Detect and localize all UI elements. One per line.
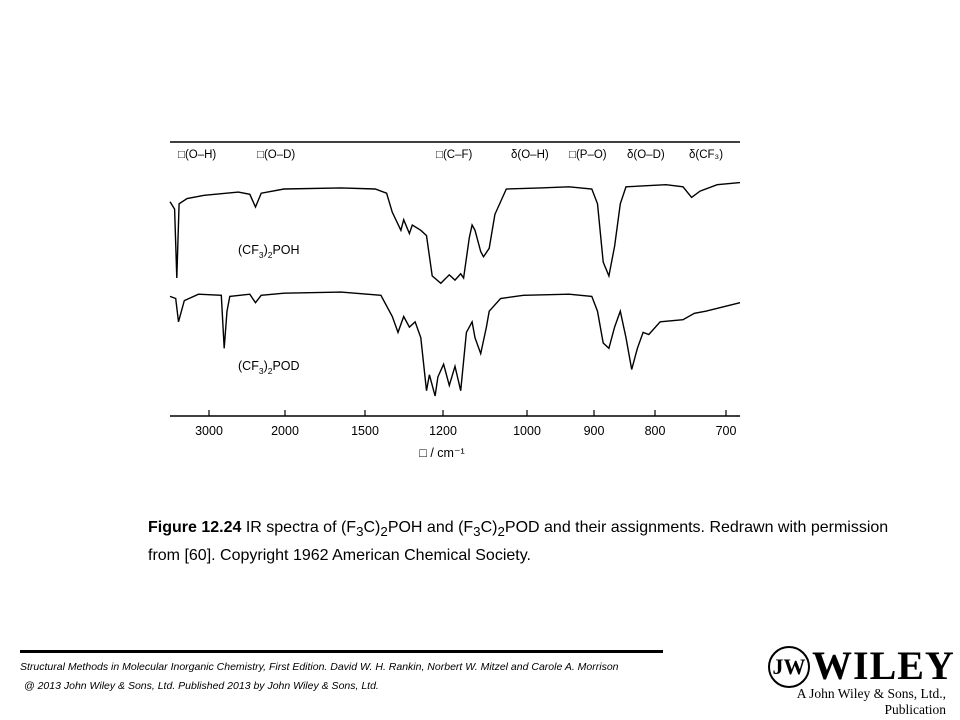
- x-tick-label: 800: [644, 424, 666, 438]
- publisher-tagline: A John Wiley & Sons, Ltd., Publication: [796, 686, 946, 717]
- band-assignment-label: δ(O–D): [627, 149, 665, 161]
- figure-caption: Figure 12.24 IR spectra of $(F_3C)_2POH$ and $(F_3C)_2POD$ and their assignments. Redrawn with permission from [60]. Copyright 1962 American Chemical Society.: [148, 519, 889, 565]
- wiley-logo: [766, 643, 955, 717]
- band-assignment-label: □(P–O): [569, 149, 607, 161]
- copyright-notice: @ 2013 John Wiley & Sons, Ltd. Published 2013 by John Wiley & Sons, Ltd.: [24, 680, 379, 692]
- x-tick-label: 1200: [429, 424, 457, 438]
- series-label-pod: $(CF_3)_2POD$: [238, 359, 300, 376]
- footer-divider: [20, 650, 663, 653]
- book-citation: Structural Methods in Molecular Inorganic Chemistry, First Edition. David W. H. Rankin, Norbert W. Mitzel and Carole A. Morrison: [20, 661, 619, 673]
- spectrum-line-poh: [170, 183, 740, 284]
- caption-figure-number: Figure 12.24: [148, 519, 242, 536]
- series-label-poh: $(CF_3)_2POH$: [238, 243, 300, 260]
- spectrum-line-pod: [170, 292, 740, 396]
- x-tick-label: 3000: [195, 424, 223, 438]
- band-assignment-label: □(O–H): [178, 149, 217, 161]
- ir-spectrum-chart: [160, 130, 760, 470]
- x-tick-label: 900: [583, 424, 605, 438]
- x-axis-label: □ / cm⁻¹: [419, 446, 465, 460]
- x-tick-label: 1000: [513, 424, 541, 438]
- band-assignment-label: □(C–F): [436, 149, 473, 161]
- x-tick-label: 2000: [271, 424, 299, 438]
- wiley-mark-icon: JW: [768, 646, 810, 688]
- x-tick-label: 700: [715, 424, 737, 438]
- band-assignment-label: □(O–D): [257, 149, 296, 161]
- wiley-wordmark: WILEY: [812, 643, 955, 688]
- x-tick-label: 1500: [351, 424, 379, 438]
- band-assignment-label: δ(CF₃): [689, 149, 724, 161]
- band-assignment-label: δ(O–H): [511, 149, 549, 161]
